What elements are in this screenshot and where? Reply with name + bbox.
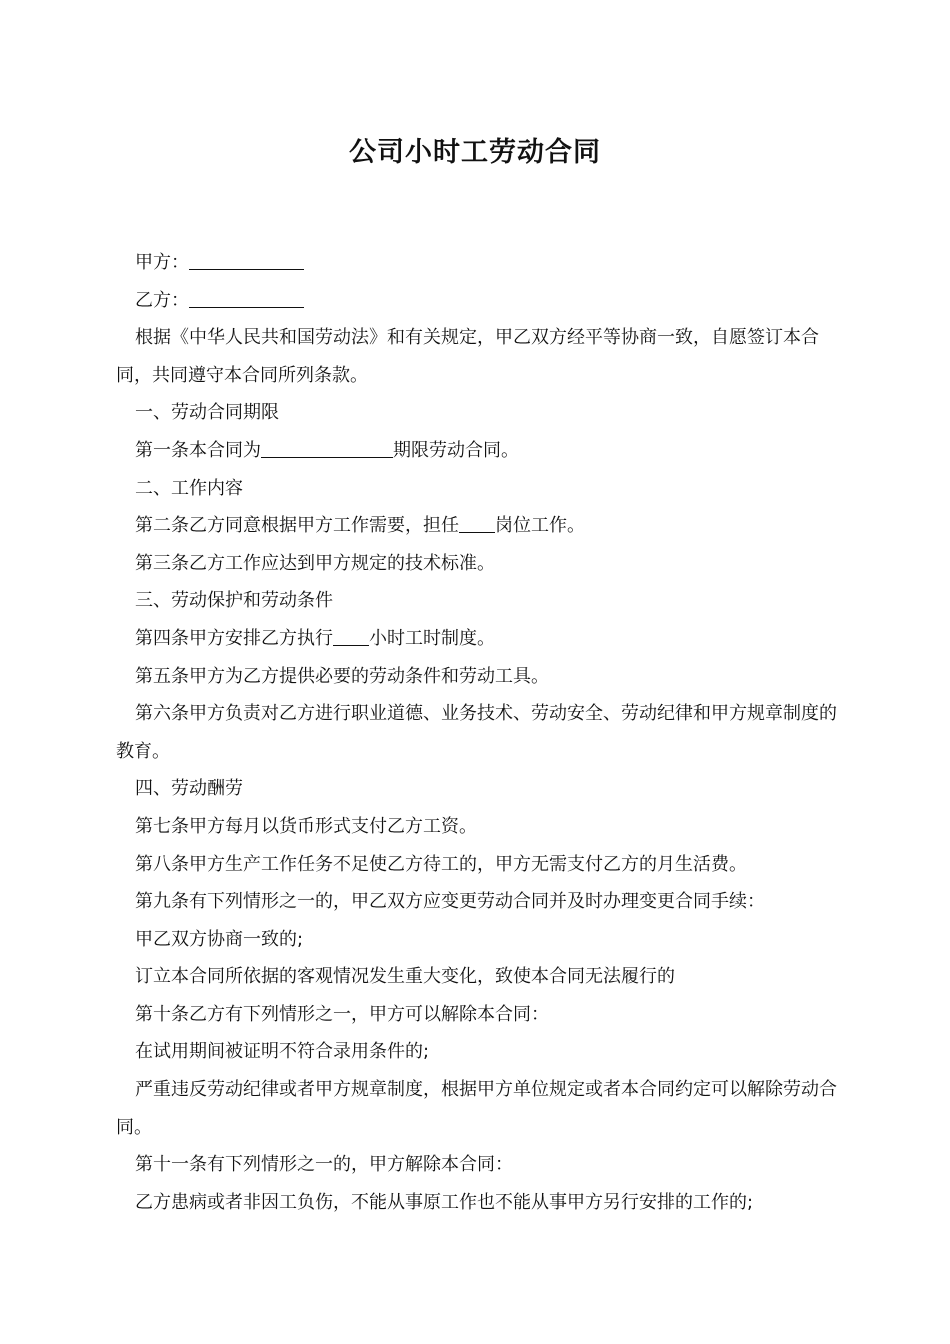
party-b-label: 乙方： [135, 289, 189, 311]
article-2 [116, 507, 840, 545]
party-a-blank [189, 251, 304, 270]
article-4-blank [333, 627, 369, 646]
article-2-pre: 第二条乙方同意根据甲方工作需要，担任 [135, 515, 459, 537]
party-a-label: 甲方： [135, 252, 189, 273]
article-5: 第五条甲方为乙方提供必要的劳动条件和劳动工具。 [135, 665, 549, 687]
article-11: 第十一条有下列情形之一的，甲方解除本合同： [135, 1154, 513, 1176]
article-10-item-1: 在试用期间被证明不符合录用条件的; [135, 1041, 430, 1063]
document-title: 公司小时工劳动合同 [349, 137, 601, 168]
article-4-pre: 第四条甲方安排乙方执行 [135, 627, 333, 649]
article-4 [116, 620, 840, 658]
article-8: 第八条甲方生产工作任务不足使乙方待工的，甲方无需支付乙方的月生活费。 [135, 853, 747, 875]
article-1-post: 期限劳动合同。 [393, 439, 519, 461]
article-4-post: 小时工时制度。 [369, 627, 495, 649]
article-2-blank [459, 514, 495, 533]
article-3: 第三条乙方工作应达到甲方规定的技术标准。 [135, 552, 495, 574]
article-9-item-2: 订立本合同所依据的客观情况发生重大变化，致使本合同无法履行的 [135, 966, 675, 988]
party-a-line [116, 244, 840, 282]
article-6: 第六条甲方负责对乙方进行职业道德、业务技术、劳动安全、劳动纪律和甲方规章制度的教育。 [116, 703, 837, 762]
intro-paragraph: 根据《中华人民共和国劳动法》和有关规定，甲乙双方经平等协商一致，自愿签订本合同，共同遵守本合同所列条款。 [116, 327, 819, 386]
article-2-post: 岗位工作。 [495, 515, 585, 537]
section-heading-3: 三、劳动保护和劳动条件 [135, 590, 333, 612]
article-9-item-1: 甲乙双方协商一致的; [135, 928, 304, 950]
article-1-blank [261, 439, 393, 458]
section-heading-2: 二、工作内容 [135, 477, 243, 499]
article-1 [116, 432, 840, 470]
section-heading-1: 一、劳动合同期限 [135, 402, 279, 424]
article-11-item-1: 乙方患病或者非因工负伤，不能从事原工作也不能从事甲方另行安排的工作的; [135, 1191, 754, 1213]
section-heading-4: 四、劳动酬劳 [135, 778, 243, 800]
party-b-blank [189, 289, 304, 308]
article-1-pre: 第一条本合同为 [135, 439, 261, 461]
article-7: 第七条甲方每月以货币形式支付乙方工资。 [135, 815, 477, 837]
contract-body [116, 244, 840, 1221]
article-10: 第十条乙方有下列情形之一，甲方可以解除本合同： [135, 1003, 549, 1025]
party-b-line [116, 282, 840, 320]
article-9: 第九条有下列情形之一的，甲乙双方应变更劳动合同并及时办理变更合同手续： [135, 891, 765, 913]
article-10-item-2: 严重违反劳动纪律或者甲方规章制度，根据甲方单位规定或者本合同约定可以解除劳动合同。 [116, 1079, 837, 1138]
